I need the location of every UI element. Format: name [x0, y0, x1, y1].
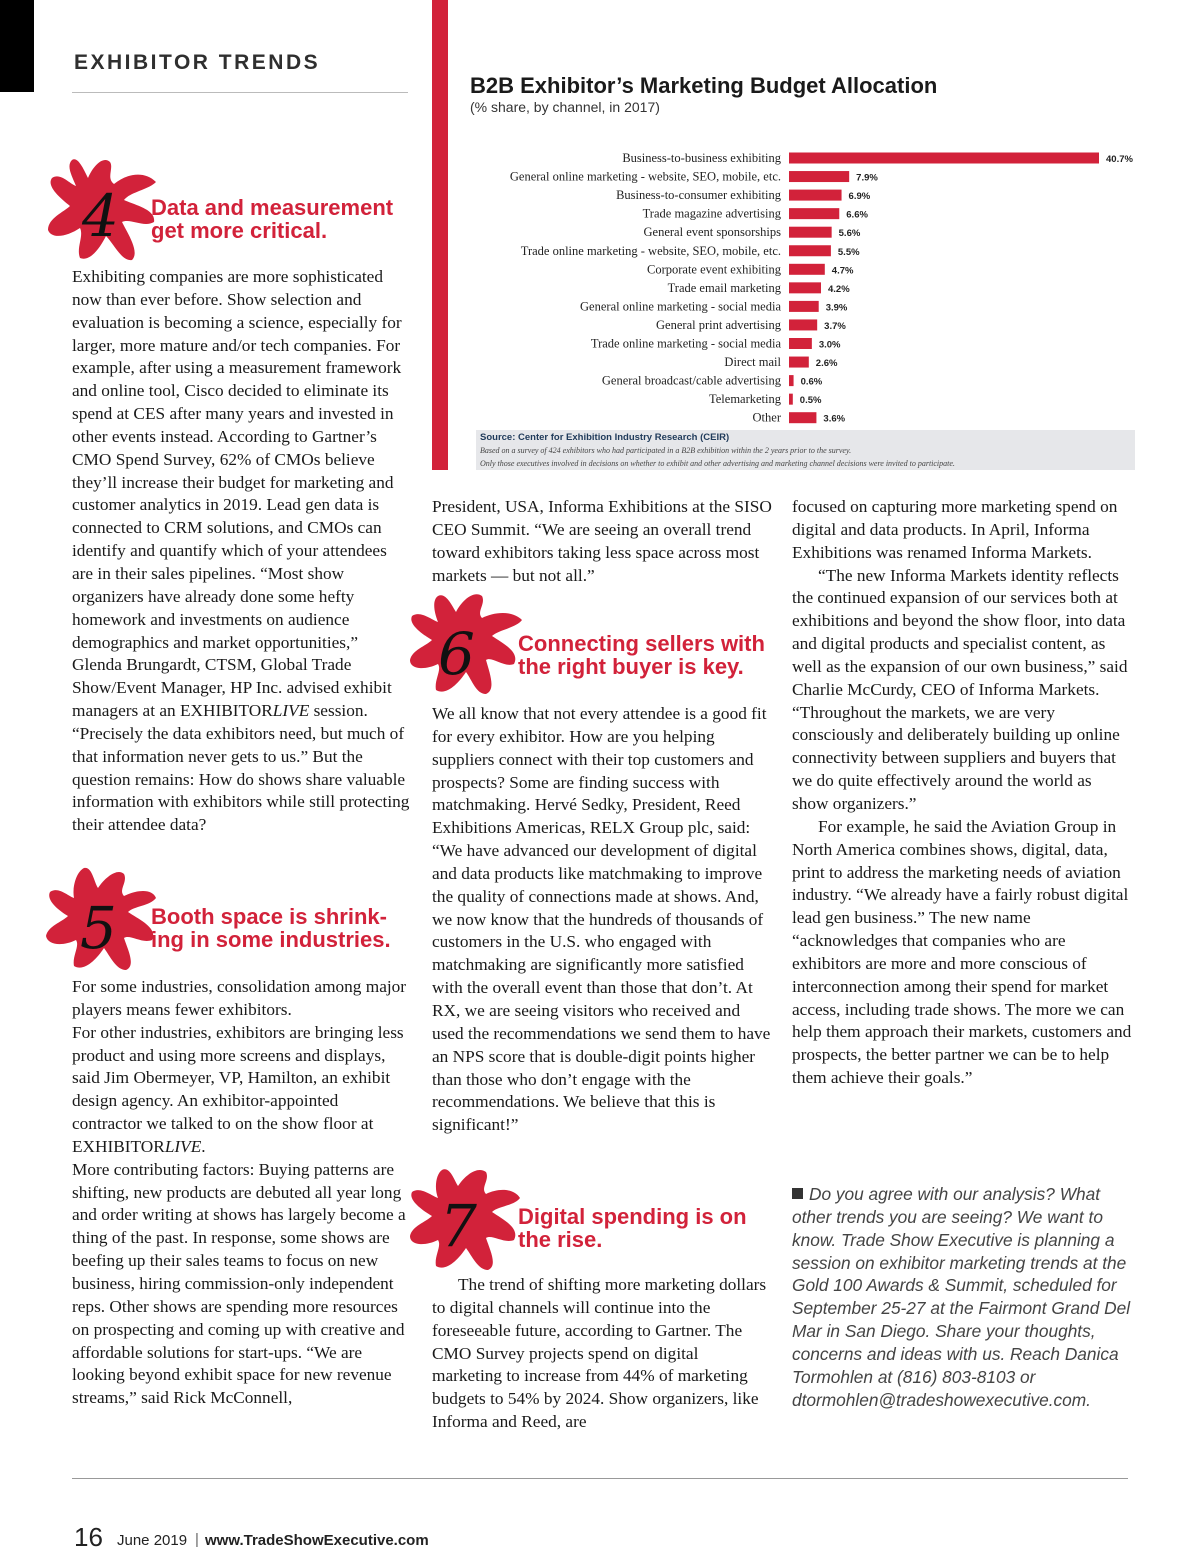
column-left [72, 266, 412, 837]
page-number: 16 [74, 1522, 103, 1552]
chart-title: B2B Exhibitor’s Marketing Budget Allocation [470, 73, 938, 98]
column-left-lower [72, 976, 412, 1410]
category-label: General print advertising [656, 317, 781, 332]
column-middle-trend7 [432, 1274, 772, 1434]
bar [789, 412, 816, 423]
trend-number: 6 [438, 620, 475, 688]
bullet-square-icon [792, 1188, 803, 1199]
category-label: Other [752, 410, 781, 425]
value-label: 6.9% [848, 191, 871, 203]
trend-heading: Data and measurement get more critical. [151, 195, 394, 243]
bar [789, 301, 819, 312]
category-label: General online marketing - social media [580, 299, 781, 314]
bar [789, 282, 821, 293]
bar [789, 190, 842, 201]
category-label: Business-to-consumer exhibiting [616, 188, 781, 203]
category-label: Business-to-business exhibiting [622, 151, 781, 165]
value-label: 3.7% [824, 320, 846, 332]
footer-rule [72, 1478, 1128, 1479]
category-label: Telemarketing [708, 392, 781, 407]
paragraph: Exhibiting companies are more sophisticated now than ever before. Show selection and evaluation is becoming a science, especially for larger, more mature and/or tech companies. For example, after using a measurement framework and online tool, Cisco decided to eliminate its spend at CES after many years and invested in other events instead. According to Gartner’s CMO Spend Survey, 62% of CMOs believe they’ll increase their budget for marketing and customer analytics in 2019. Lead gen data is connected to CRM solutions, and CMOs can identify and quantify which of your attendees are in their sales pipelines. “Most show organizers have already done some hefty homework and investments on audience demographics and market opportunities,” Glenda Brungardt, CTSM, Global Trade Show/Event Manager, HP Inc. advised exhibit managers at an EXHIBITORLIVE session. “Precisely the data exhibitors need, but much of that information never gets to us.” But the question remains: How do shows share valuable information with exhibitors while still protecting their attendee data? [72, 267, 410, 835]
bar [789, 394, 793, 405]
paragraph: “The new Informa Markets identity reflects the continued expansion of our services both at exhibitions and beyond the show floor, into data and digital products and specialist content, as well as the expansion of our own business,” said Charlie McCurdy, CEO of Informa Markets. “Throughout the markets, we are very consciously and deliberately building up online connectivity between suppliers and buyers that we do quite effectively around the world as show organizers.” [792, 565, 1128, 813]
bar [789, 319, 817, 330]
paragraph: We all know that not every attendee is a good fit for every exhibitor. How are you helping suppliers connect with their top customers and prospects? Some are finding success with matchmaking. Hervé Sedky, President, Reed Exhibitions Americas, RELX Group plc, said: “We have advanced our development of digital and data products like matchmaking to improve the quality of connections made at shows. And, we now know that the hundreds of thousands of customers in the U.S. who engaged with matchmaking are significantly more satisfied with the overall event than those that don’t. At RX, we are seeing visitors who received and used the recommendations we send them to have an NPS score that is double-digit points higher than those who don’t engage with the recommendations. We believe that this is significant!” [432, 704, 771, 1135]
bar [789, 153, 1099, 164]
bar [789, 338, 812, 349]
trend-number: 7 [440, 1192, 477, 1260]
value-label: 0.6% [800, 376, 823, 388]
corner-tab [0, 0, 34, 92]
trend-heading: Booth space is shrink- ing in some industries. [151, 904, 391, 952]
trend-number: 5 [80, 894, 117, 962]
bar [789, 171, 849, 182]
call-to-action: Do you agree with our analysis? What other trends you are seeing? We want to know. Trade Show Executive is planning a session on exhibitor marketing trends at the Gold 100 Awards & Summit, scheduled for September 25-27 at the Fairmont Grand Del Mar in San Diego. Share your thoughts, concerns and ideas with us. Reach Danica Tormohlen at (816) 803-8103 or dtormohlen@tradeshowexecutive.com. [792, 1184, 1131, 1410]
category-label: Direct mail [724, 355, 781, 370]
bar [789, 375, 794, 386]
category-label: General broadcast/cable advertising [601, 373, 781, 388]
bar-chart [448, 145, 1148, 430]
paragraph: For other industries, exhibitors are bringing less product and using more screens and displays, said Jim Obermeyer, VP, Hamilton, an exhibit design agency. An exhibitor-appointed contractor we talked to on the show floor at EXHIBITORLIVE. [72, 1022, 404, 1156]
value-label: 0.5% [799, 395, 822, 407]
chart-source: Source: Center for Exhibition Industry Research (CEIR) [480, 432, 730, 443]
chart-note: Based on a survey of 424 exhibitors who had participated in a B2B exhibition within the 2 years prior to the survey. [480, 446, 852, 455]
category-label: Trade online marketing - website, SEO, mobile, etc. [520, 243, 781, 258]
value-label: 4.2% [827, 283, 850, 295]
value-label: 40.7% [1106, 154, 1133, 165]
value-label: 5.6% [838, 228, 861, 240]
paragraph: More contributing factors: Buying patterns are shifting, new products are debuted all year long and order writing at shows has largely become a thing of the past. In response, some shows are beefing up their sales teams to focus on new business, hiring commission-only independent reps. Other shows are spending more resources on prospecting and coming up with creative and affordable solutions for start-ups. “We are looking beyond exhibit space for new revenue streams,” said Rick McConnell, [72, 1159, 406, 1408]
bar [789, 208, 839, 219]
value-label: 5.5% [837, 246, 860, 258]
column-middle-trend6 [432, 703, 772, 1137]
column-middle [432, 496, 772, 587]
issue-date: June 2019 [117, 1532, 188, 1549]
category-label: General event sponsorships [643, 225, 781, 240]
category-label: Trade magazine advertising [642, 206, 781, 221]
paragraph: President, USA, Informa Exhibitions at the SISO CEO Summit. “We are seeing an overall trend toward exhibitors taking less space across most markets — but not all.” [432, 497, 772, 585]
trend-heading: Digital spending is on the rise. [518, 1204, 747, 1252]
value-label: 6.6% [846, 209, 868, 221]
bar [789, 264, 825, 275]
paragraph: The trend of shifting more marketing dollars to digital channels will continue into the foreseeable future, according to Gartner. The CMO Survey projects spend on digital marketing to increase from 44% of marketing budgets to 54% by 2024. Show organizers, like Informa and Reed, are [432, 1275, 767, 1432]
trend-heading: Connecting sellers with the right buyer is key. [518, 631, 765, 679]
value-label: 4.7% [831, 265, 854, 277]
category-label: Corporate event exhibiting [647, 262, 781, 277]
footer-separator: | [195, 1531, 199, 1548]
paragraph: For some industries, consolidation among major players means fewer exhibitors. [72, 977, 407, 1019]
accent-bar [432, 0, 448, 470]
chart-subtitle: (% share, by channel, in 2017) [470, 99, 660, 115]
category-label: Trade online marketing - social media [590, 336, 781, 351]
bar [789, 357, 809, 368]
category-label: General online marketing - website, SEO, mobile, etc. [509, 169, 781, 184]
value-label: 3.9% [825, 302, 848, 314]
bar [789, 227, 832, 238]
column-right [792, 496, 1132, 1090]
section-label: EXHIBITOR TRENDS [74, 51, 321, 74]
value-label: 3.6% [823, 413, 846, 425]
paragraph: focused on capturing more marketing spend on digital and data products. In April, Informa Exhibitions was renamed Informa Markets. [792, 497, 1118, 562]
trend-number: 4 [82, 182, 119, 250]
value-label: 2.6% [815, 358, 838, 370]
category-label: Trade email marketing [667, 280, 781, 295]
paragraph: For example, he said the Aviation Group in North America combines shows, digital, data, print to address the marketing needs of aviation industry. “We already have a fairly robust digital lead gen business.” The new name “acknowledges that companies who are exhibitors are more and more conscious of interconnection among their spend for market access, including trade shows. The more we can help them approach their markets, customers and prospects, the better partner we can be to help them achieve their goals.” [792, 816, 1132, 1088]
chart-note: Only those executives involved in decisions on whether to exhibit and other advertising and marketing channel decisions were invited to participate. [480, 459, 955, 468]
website-url[interactable]: www.TradeShowExecutive.com [205, 1532, 429, 1549]
bar [789, 245, 831, 256]
value-label: 7.9% [856, 172, 878, 184]
value-label: 3.0% [818, 339, 841, 351]
section-rule [72, 92, 408, 93]
